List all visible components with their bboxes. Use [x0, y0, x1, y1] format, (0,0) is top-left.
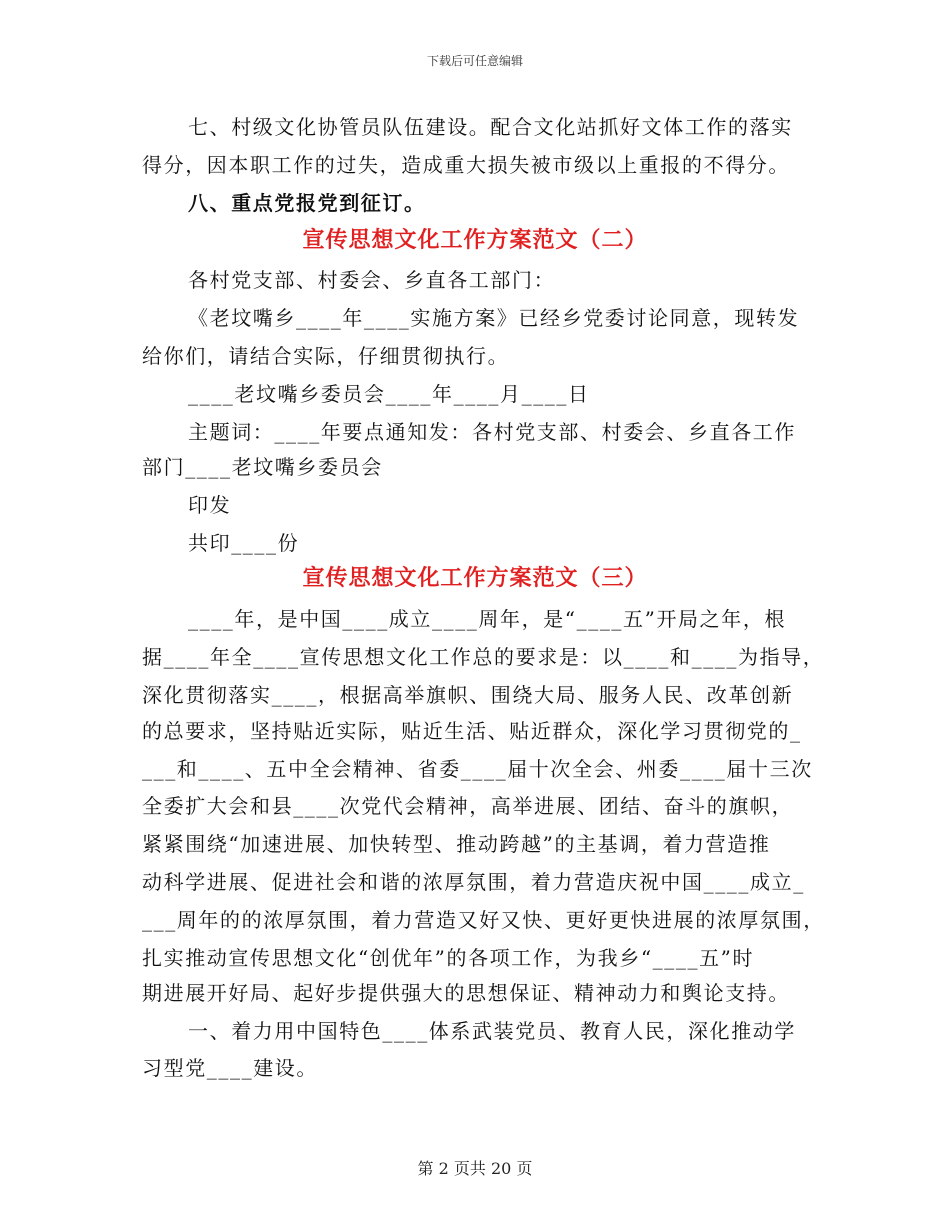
paragraph-line: 全委扩大会和县____次党代会精神，高举进展、团结、奋斗的旗帜， — [142, 794, 794, 818]
paragraph-line: 动科学进展、促进社会和谐的浓厚氛围，着力营造庆祝中国____成立_ — [142, 870, 805, 894]
item8: 八、重点党报党到征订。 — [188, 191, 426, 215]
paragraph-line: 紧紧围绕“加速进展、加快转型、推动跨越”的主基调，着力营造推 — [142, 832, 771, 856]
paragraph-line: 习型党____建设。 — [142, 1056, 318, 1080]
item7-line2: 得分，因本职工作的过失，造成重大损失被市级以上重报的不得分。 — [142, 153, 790, 177]
page-header: 下载后可任意编辑 — [426, 54, 523, 68]
item7-line1: 七、村级文化协管员队伍建设。配合文化站抓好文体工作的落实 — [188, 115, 793, 139]
page-footer: 第 2 页共 20 页 — [417, 1159, 533, 1178]
paragraph-line: 扎实推动宣传思想文化“创优年”的各项工作，为我乡“____五”时 — [142, 946, 755, 970]
paragraph-line: 共印____份 — [188, 531, 300, 555]
section-title-2: 宣传思想文化工作方案范文（二） — [302, 227, 648, 253]
paragraph-line: 一、着力用中国特色____体系武装党员、教育人民，深化推动学 — [188, 1019, 796, 1043]
section-title-3: 宣传思想文化工作方案范文（三） — [302, 565, 648, 591]
paragraph-line: 的总要求，坚持贴近实际，贴近生活、贴近群众，深化学习贯彻党的_ — [142, 719, 802, 743]
paragraph-line: 深化贯彻落实____，根据高举旗帜、围绕大局、服务人民、改革创新 — [142, 683, 794, 707]
paragraph-line: 给你们，请结合实际，仔细贯彻执行。 — [142, 344, 510, 368]
paragraph-line: 印发 — [188, 493, 232, 517]
paragraph-line: 部门____老坟嘴乡委员会 — [142, 455, 383, 479]
paragraph-line: 主题词：____年要点通知发：各村党支部、村委会、乡直各工作 — [188, 420, 796, 444]
paragraph-line: 《老坟嘴乡____年____实施方案》已经乡党委讨论同意，现转发 — [188, 306, 800, 330]
paragraph-line: 各村党支部、村委会、乡直各工部门： — [188, 268, 556, 292]
paragraph-line: ___周年的的浓厚氛围，着力营造又好又快、更好更快进展的浓厚氛围， — [142, 908, 825, 932]
paragraph-line: ____老坟嘴乡委员会____年____月____日 — [188, 382, 590, 406]
paragraph-line: ___和____、五中全会精神、省委____届十次全会、州委____届十三次 — [142, 757, 813, 781]
paragraph-line: ____年，是中国____成立____周年，是“____五”开局之年，根 — [188, 607, 787, 631]
paragraph-line: 期进展开好局、起好步提供强大的思想保证、精神动力和舆论支持。 — [142, 981, 790, 1005]
paragraph-line: 据____年全____宣传思想文化工作总的要求是：以____和____为指导， — [142, 645, 825, 669]
